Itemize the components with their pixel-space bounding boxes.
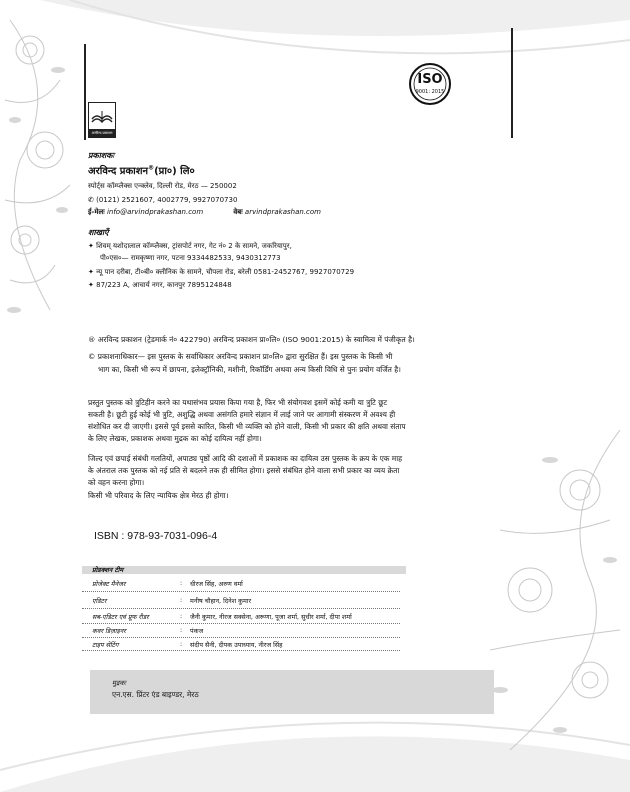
email-link[interactable]: info@arvindprakashan.com	[106, 208, 204, 216]
iso-subtitle: 9001: 2015	[415, 89, 445, 95]
disclaimer-line: संशोधित कर दी जाएगी। इससे पूर्व इससे कारित, किसी भी व्यक्ति को होने वाली, किसी भी प्रकार की क्षति अथवा संताप	[88, 422, 406, 431]
disclaimer-line: के लिए लेखक, प्रकाशक अथवा मुद्रक का कोई दायित्व नहीं होगा।	[88, 434, 262, 443]
decorative-vertical-line-left	[84, 44, 86, 140]
branch-item-3	[88, 280, 232, 291]
team-role: टाइप सेटिंग	[92, 641, 119, 649]
bullet-icon: ✦	[88, 242, 94, 250]
branch-line-1-cont: पी०एस०— रामकृष्णा नगर, पटना 9334482533, 9430312773	[100, 254, 281, 262]
branch-item-1	[88, 241, 292, 252]
bullet-icon: ✦	[88, 268, 94, 276]
bullet-icon: ✦	[88, 281, 94, 289]
branch-line-2: न्यू पान दरीबा, टी०बी० क्लीनिक के सामने, चौपला रोड, बरेली 0581-2452767, 9927070729	[96, 268, 355, 276]
team-colon: :	[180, 626, 183, 634]
printer-name: एन.एस. प्रिंटर एंड बाइण्डर, मेरठ	[112, 690, 199, 699]
binding-line: जिल्द एवं छपाई संबंधी गलतियों, अपाठ्य पृष्ठों आदि की दशाओं में प्रकाशक का दायित्व उस पुस्तक के क्रय के एक माह	[88, 454, 403, 463]
binding-line: को वहन करना होगा।	[88, 478, 145, 487]
team-names: पंकज	[190, 627, 204, 635]
publisher-contact	[88, 207, 321, 218]
team-names: संदीप सैनी, दीपक उपाध्याय, नीरज सिंह	[190, 641, 283, 649]
team-role: प्रोजेक्ट मैनेजर	[92, 580, 126, 588]
team-divider	[82, 637, 400, 638]
branch-line-3: 87/223 A, आचार्य नगर, कानपुर 7895124848	[96, 281, 232, 289]
branch-line-1: शिवम् यशोदालाल कॉम्प्लैक्स, ट्रांसपोर्ट नगर, गेट नं० 2 के सामने, जकरियापुर,	[96, 242, 292, 250]
production-team-header-bar	[82, 566, 406, 574]
phone-icon: ✆	[88, 196, 94, 204]
iso-title: ISO	[417, 72, 443, 87]
decorative-vertical-line-right	[511, 28, 513, 138]
publisher-phone-text: (0121) 2521607, 4002779, 9927070730	[96, 196, 238, 204]
jurisdiction-note: किसी भी परिवाद के लिए न्यायिक क्षेत्र मेरठ ही होगा।	[88, 491, 229, 500]
iso-certification-badge	[408, 62, 452, 106]
web-label: वेबः	[233, 208, 243, 216]
disclaimer-line: सकती है। छूटी हुई कोई भी त्रुटि, अशुद्धि अथवा असंगति हमारे संज्ञान में लाई जाने पर आगामी संस्करण में अवश्य ही	[88, 410, 396, 419]
team-names: मनीष चौहान, दिनेश कुमार	[190, 597, 252, 605]
trademark-note: ® अरविन्द प्रकाशन (ट्रेडमार्क नं० 422790) अरविन्द प्रकाशन प्रा०लि० (ISO 9001:2015) के स्वामित्व में पंजीकृत है।	[88, 335, 415, 344]
production-team-title: प्रोडक्शन टीम	[92, 566, 124, 574]
copyright-note-line-2: भाग का, किसी भी रूप में छापना, इलेक्ट्रॉनिकी, मशीनी, रिकॉर्डिंग अथवा अन्य किसी विधि से पुनः प्रयोग वर्जित है।	[98, 365, 401, 374]
isbn-number: ISBN : 978-93-7031-096-4	[94, 530, 218, 542]
logo-text: अरविन्द प्रकाशन	[89, 129, 115, 137]
team-role: सब-एडिटर एवं प्रूफ रीडर	[92, 613, 149, 621]
publisher-name-suffix: (प्रा०) लि०	[154, 166, 195, 177]
publisher-logo	[88, 102, 116, 138]
team-names: धीरज सिंह, अरुण वर्मा	[190, 580, 243, 588]
team-divider	[82, 623, 400, 624]
branch-item-2	[88, 267, 354, 278]
copyright-note-line-1: © प्रकाशनाधिकार— इस पुस्तक के सर्वाधिकार अरविन्द प्रकाशन प्रा०लि० द्वारा सुरक्षित हैं। इस पुस्तक के किसी भी	[88, 352, 393, 361]
printer-label: मुद्रकः	[112, 679, 126, 687]
registered-mark: ®	[148, 164, 155, 172]
floral-ornament-left	[0, 10, 80, 340]
team-colon: :	[180, 612, 183, 620]
publisher-heading: प्रकाशकः	[88, 151, 114, 160]
publisher-name	[88, 163, 195, 177]
printer-info-box	[90, 670, 494, 714]
web-link[interactable]: arvindprakashan.com	[244, 208, 321, 216]
team-divider	[82, 608, 400, 609]
email-label: ई-मेलः	[88, 208, 105, 216]
team-colon: :	[180, 640, 183, 648]
team-role: कवर डिज़ाइनर	[92, 627, 126, 635]
publisher-name-text: अरविन्द प्रकाशन	[88, 166, 149, 177]
team-colon: :	[180, 579, 183, 587]
open-book-icon	[89, 103, 115, 127]
binding-line: के अंतराल तक पुस्तक को नई प्रति से बदलने तक ही सीमित होगा। इससे संबंधित होने वाला सभी प्रकार का व्यय क्रेता	[88, 466, 400, 475]
disclaimer-paragraph	[88, 397, 508, 445]
publisher-phone	[88, 195, 237, 206]
team-divider	[82, 591, 400, 592]
disclaimer-line: प्रस्तुत पुस्तक को त्रुटिहीन करने का यथासंभव प्रयास किया गया है, फिर भी संयोगवश इसमें कोई कमी या त्रुटि छूट	[88, 398, 388, 407]
binding-paragraph	[88, 453, 508, 489]
publisher-address: स्पोर्ट्स कॉम्प्लैक्स एन्क्लेव, दिल्ली रोड, मेरठ — 250002	[88, 182, 237, 190]
team-divider	[82, 650, 400, 651]
branches-heading: शाखाएँ	[88, 228, 109, 237]
team-names: जैनी कुमार, नीरज सक्सेना, अरूणा, पूजा शर्मा, सुधीर शर्मा, दीपा शर्मा	[190, 613, 352, 621]
team-colon: :	[180, 596, 183, 604]
team-role: एडिटर	[92, 597, 107, 605]
